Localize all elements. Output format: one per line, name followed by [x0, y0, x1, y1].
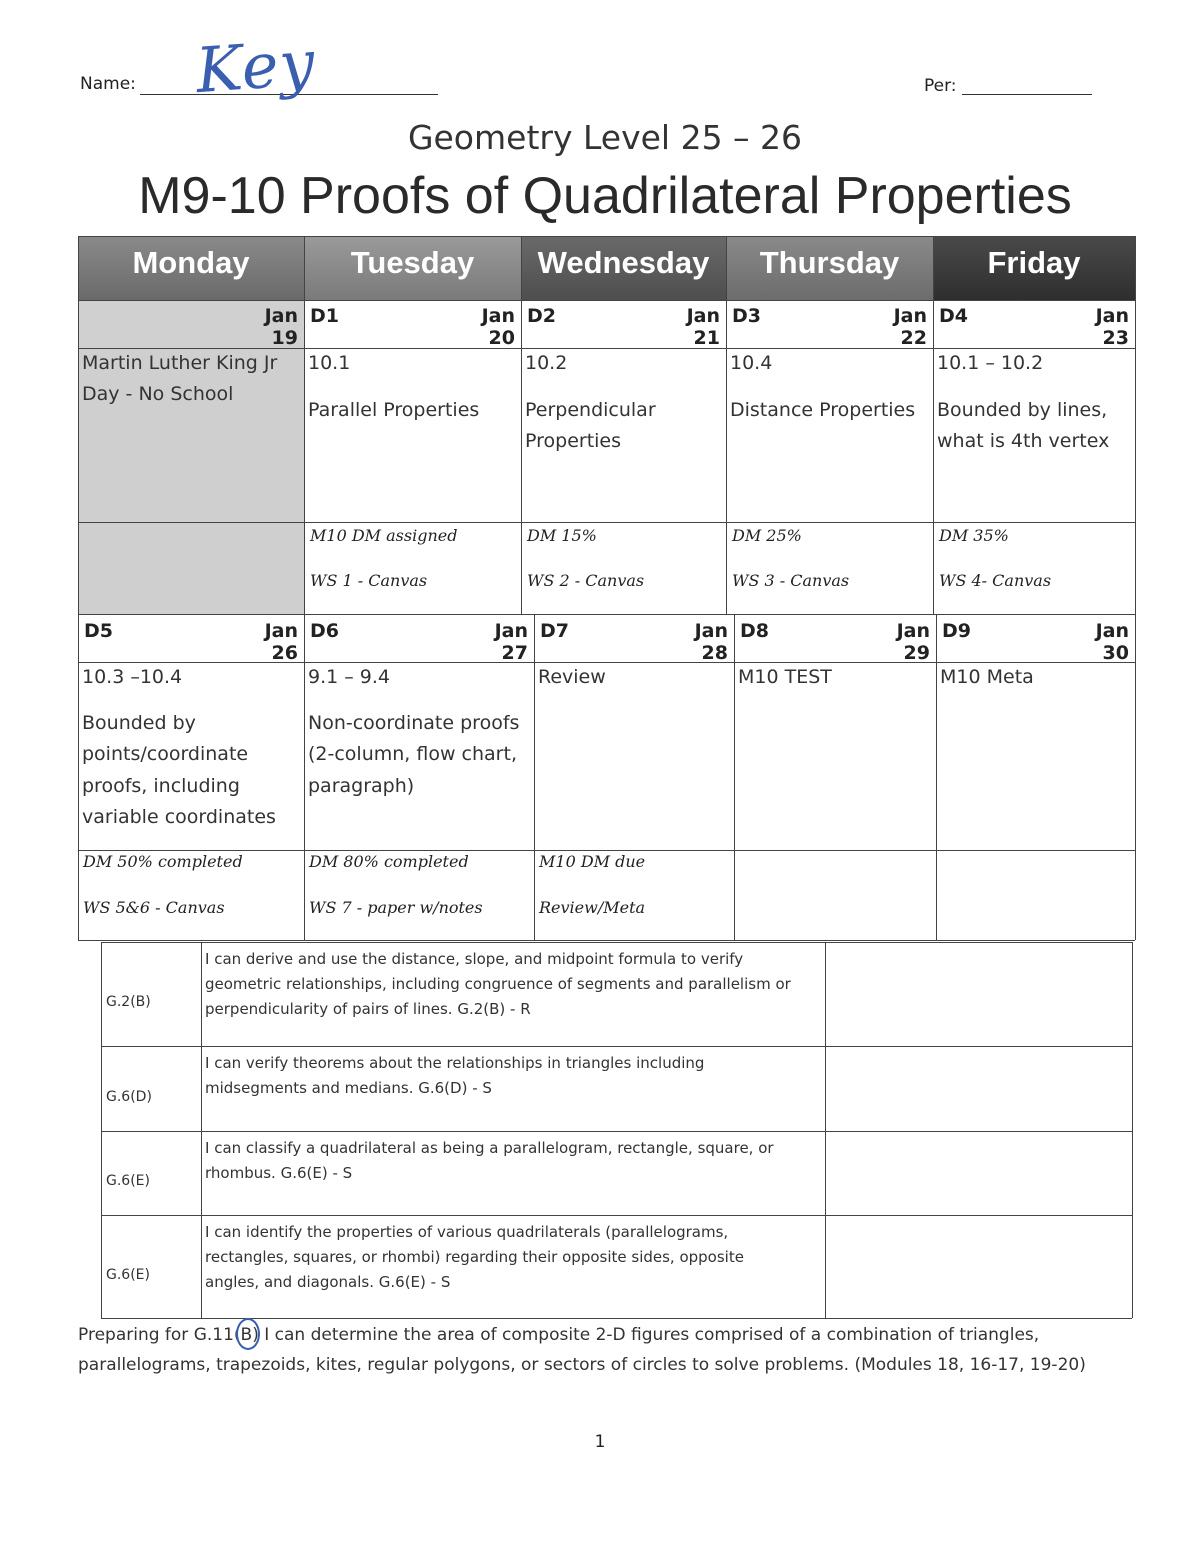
week1-content-line2-0: Day - No School: [82, 383, 234, 405]
std-vline: [201, 1046, 202, 1131]
name-value: Key: [193, 25, 318, 108]
day-header-thursday: Thursday: [726, 236, 933, 300]
week1-content-line2-1: Parallel Properties: [308, 399, 480, 421]
standard-text-line: midsegments and medians. G.6(D) - S: [205, 1079, 492, 1097]
week2-date-4: Jan 30: [1095, 620, 1129, 664]
week1-content-line1-4: 10.1 – 10.2: [937, 352, 1044, 374]
std-hline: [101, 1215, 1132, 1216]
week1-date-0: Jan 19: [264, 305, 298, 349]
week2-date-0: Jan 26: [264, 620, 298, 664]
week2-date-3: Jan 29: [896, 620, 930, 664]
week2-content-line3-0: points/coordinate: [82, 743, 249, 765]
course-subtitle: Geometry Level 25 – 26: [407, 118, 803, 157]
grid-hline: [78, 236, 1135, 237]
grid-vline: [534, 614, 535, 940]
std-vline: [101, 1131, 102, 1215]
day-header-wednesday: Wednesday: [521, 236, 726, 300]
week1-content-line2-4: Bounded by lines,: [937, 399, 1108, 421]
week2-note-a-1: DM 80% completed: [309, 852, 469, 871]
grid-vline: [734, 614, 735, 940]
standard-text-line: I can verify theorems about the relationships in triangles including: [205, 1054, 705, 1072]
std-hline: [101, 1131, 1132, 1132]
standard-text-line: geometric relationships, including congruence of segments and parallelism or: [205, 975, 791, 993]
week1-note-a-3: DM 25%: [732, 526, 802, 545]
footer-prefix: Preparing for G.11(B): [78, 1325, 259, 1345]
week2-note-a-2: M10 DM due: [539, 852, 646, 871]
grid-hline: [78, 850, 1135, 851]
week2-content-line1-3: M10 TEST: [738, 666, 832, 688]
week2-day-code-3: D8: [740, 620, 769, 642]
day-header-friday: Friday: [933, 236, 1135, 300]
week2-content-line4-1: paragraph): [308, 775, 415, 797]
std-vline: [825, 1131, 826, 1215]
day-header-tuesday: Tuesday: [304, 236, 521, 300]
grid-vline: [1135, 614, 1136, 940]
week2-content-line2-1: Non-coordinate proofs: [308, 712, 520, 734]
grid-vline: [726, 236, 727, 614]
standard-text-line: rectangles, squares, or rhombi) regarding their opposite sides, opposite: [205, 1248, 744, 1266]
week2-date-1: Jan 27: [494, 620, 528, 664]
week2-note-b-2: Review/Meta: [539, 898, 646, 917]
week1-date-3: Jan 22: [893, 305, 927, 349]
footer-line2: parallelograms, trapezoids, kites, regular polygons, or sectors of circles to solve problems. (Modules 18, 16-17, 19-20): [78, 1355, 1086, 1375]
week1-content-line2-3: Distance Properties: [730, 399, 916, 421]
grid-vline: [78, 236, 79, 614]
std-vline: [101, 1215, 102, 1318]
grid-vline: [936, 614, 937, 940]
week1-date-4: Jan 23: [1095, 305, 1129, 349]
week2-day-code-0: D5: [84, 620, 113, 642]
page-title: M9-10 Proofs of Quadrilateral Properties: [138, 167, 1072, 225]
week1-note-a-2: DM 15%: [527, 526, 597, 545]
week2-content-line1-2: Review: [538, 666, 606, 688]
day-header-monday: Monday: [78, 236, 304, 300]
standard-code: G.6(E): [106, 1266, 150, 1283]
grid-vline: [933, 236, 934, 614]
standard-text-line: rhombus. G.6(E) - S: [205, 1164, 353, 1182]
grid-hline: [78, 300, 1135, 301]
week1-day-code-1: D1: [310, 305, 339, 327]
week2-note-a-0: DM 50% completed: [83, 852, 243, 871]
std-vline: [201, 1131, 202, 1215]
week1-content-line1-0: Martin Luther King Jr: [82, 352, 278, 374]
period-line: [962, 94, 1092, 95]
week1-day-code-3: D3: [732, 305, 761, 327]
std-hline: [101, 1318, 1132, 1319]
week2-content-line1-1: 9.1 – 9.4: [308, 666, 391, 688]
grid-hline: [78, 940, 1135, 941]
std-vline: [101, 942, 102, 1046]
page-number: 1: [594, 1432, 606, 1452]
week1-note-a-4: DM 35%: [939, 526, 1009, 545]
week1-note-b-4: WS 4- Canvas: [939, 571, 1052, 590]
week2-note-b-1: WS 7 - paper w/notes: [309, 898, 483, 917]
week1-note-b-2: WS 2 - Canvas: [527, 571, 645, 590]
week2-day-code-2: D7: [540, 620, 569, 642]
footer-line1: I can determine the area of composite 2-D figures comprised of a combination of triangles,: [258, 1325, 1040, 1345]
handwritten-circle-mark: [236, 1318, 260, 1350]
week2-day-code-4: D9: [942, 620, 971, 642]
week1-content-line1-1: 10.1: [308, 352, 351, 374]
week2-note-b-0: WS 5&6 - Canvas: [83, 898, 225, 917]
grid-vline: [304, 614, 305, 940]
grid-hline: [78, 522, 1135, 523]
week2-content-line1-0: 10.3 –10.4: [82, 666, 183, 688]
std-vline: [825, 942, 826, 1046]
grid-vline: [78, 614, 79, 940]
std-hline: [101, 942, 1132, 943]
std-vline: [201, 1215, 202, 1318]
grid-hline: [78, 614, 1135, 615]
grid-vline: [304, 236, 305, 614]
week1-note-b-3: WS 3 - Canvas: [732, 571, 850, 590]
week2-content-line2-0: Bounded by: [82, 712, 196, 734]
std-vline: [1132, 942, 1133, 1046]
week1-day-code-2: D2: [527, 305, 556, 327]
standard-text-line: angles, and diagonals. G.6(E) - S: [205, 1273, 451, 1291]
std-vline: [1132, 1215, 1133, 1318]
std-hline: [101, 1046, 1132, 1047]
standard-text-line: perpendicularity of pairs of lines. G.2(B) - R: [205, 1000, 531, 1018]
grid-vline: [521, 236, 522, 614]
period-label: Per:: [924, 76, 957, 96]
week1-content-line3-2: Properties: [525, 430, 622, 452]
week1-note-b-1: WS 1 - Canvas: [310, 571, 428, 590]
week1-content-line3-4: what is 4th vertex: [937, 430, 1110, 452]
week2-content-line3-1: (2-column, flow chart,: [308, 743, 517, 765]
std-vline: [825, 1046, 826, 1131]
std-vline: [201, 942, 202, 1046]
name-label: Name:: [80, 74, 136, 94]
standard-text-line: I can derive and use the distance, slope, and midpoint formula to verify: [205, 950, 744, 968]
week1-content-line2-2: Perpendicular: [525, 399, 656, 421]
week2-day-code-1: D6: [310, 620, 339, 642]
week2-content-line1-4: M10 Meta: [940, 666, 1034, 688]
std-vline: [101, 1046, 102, 1131]
standard-code: G.6(E): [106, 1173, 150, 1189]
week2-content-line4-0: proofs, including: [82, 775, 240, 797]
standard-text-line: I can classify a quadrilateral as being a parallelogram, rectangle, square, or: [205, 1139, 774, 1157]
std-vline: [825, 1215, 826, 1318]
week1-content-line1-3: 10.4: [730, 352, 773, 374]
week2-date-2: Jan 28: [694, 620, 728, 664]
standard-text-line: I can identify the properties of various quadrilaterals (parallelograms,: [205, 1223, 729, 1241]
week1-day-code-4: D4: [939, 305, 968, 327]
week2-content-line5-0: variable coordinates: [82, 806, 276, 828]
std-vline: [1132, 1046, 1133, 1131]
grid-vline: [1135, 236, 1136, 614]
week1-note-a-1: M10 DM assigned: [310, 526, 458, 545]
standard-code: G.2(B): [106, 994, 151, 1010]
week1-content-line1-2: 10.2: [525, 352, 568, 374]
week1-date-2: Jan 21: [686, 305, 720, 349]
standard-code: G.6(D): [106, 1088, 152, 1105]
std-vline: [1132, 1131, 1133, 1215]
week1-date-1: Jan 20: [481, 305, 515, 349]
